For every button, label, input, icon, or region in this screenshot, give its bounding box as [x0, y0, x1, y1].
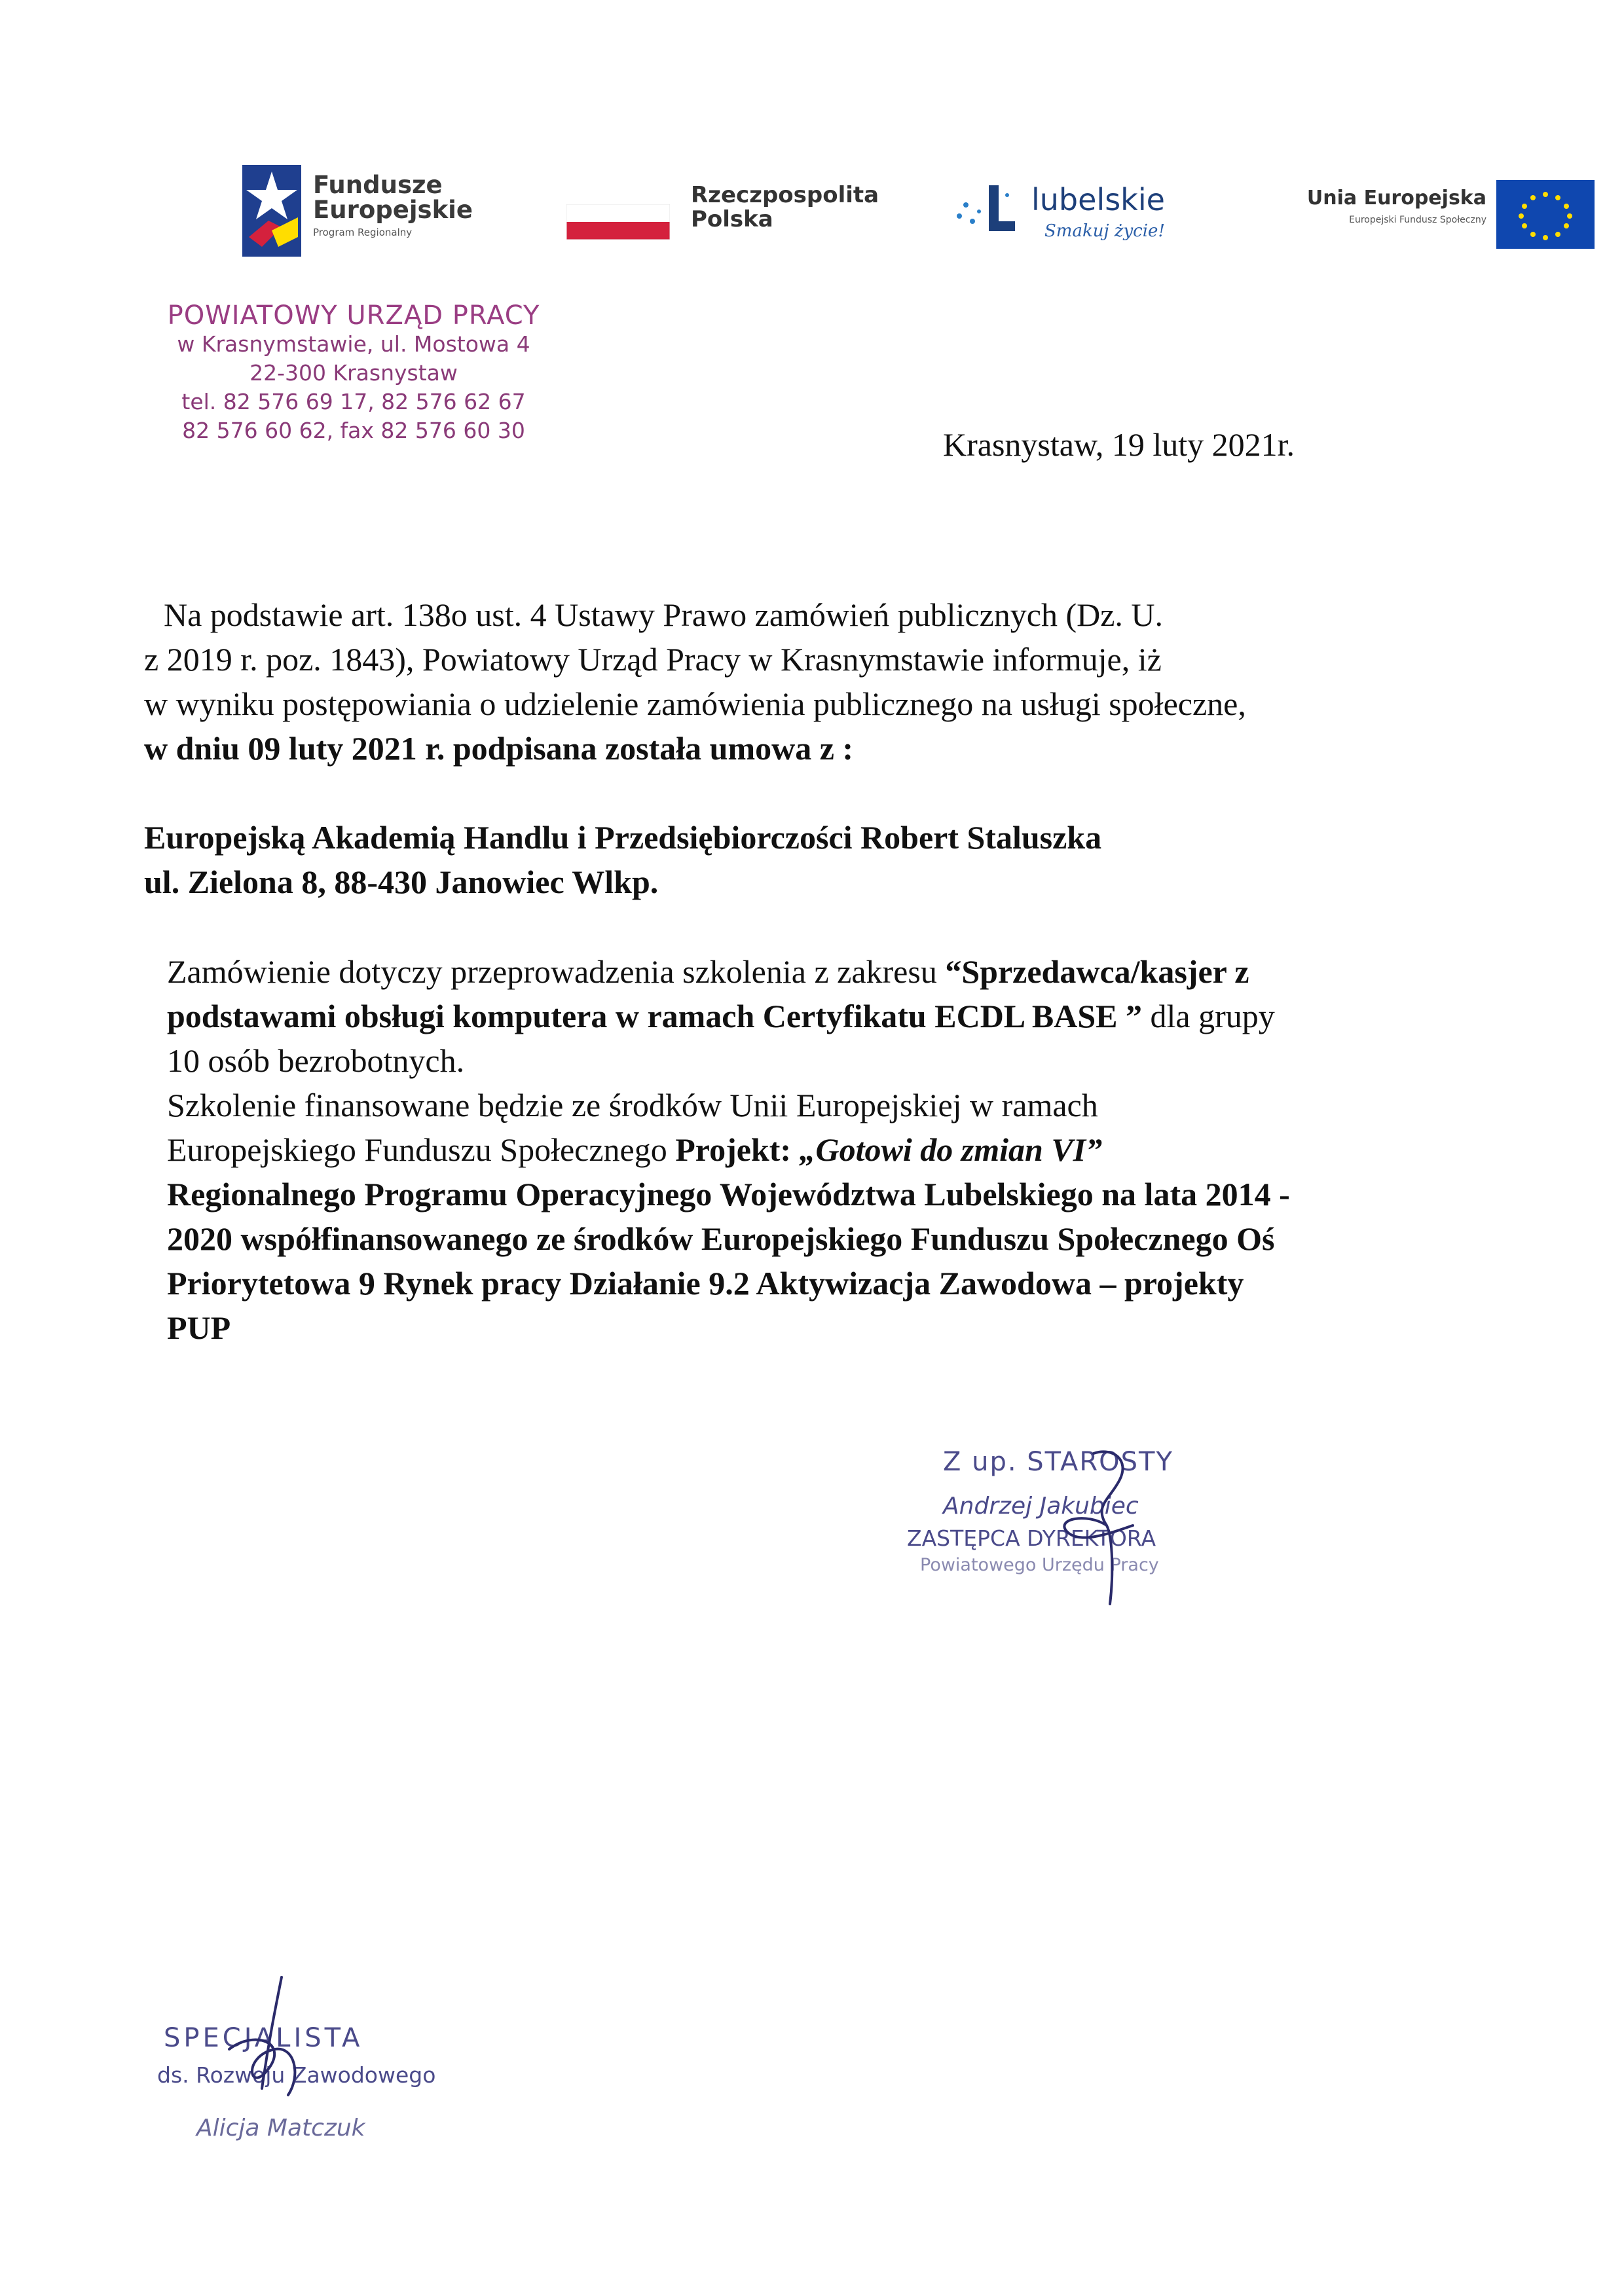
order-line-2-text: dla grupy — [1142, 998, 1275, 1034]
specialist-department: ds. Rozwoju Zawodowego — [157, 2062, 436, 2088]
contractor-name: Europejską Akademią Handlu i Przedsiębiorczości Robert Staluszka — [144, 819, 1102, 856]
star-logo-icon — [242, 165, 301, 257]
contractor-block — [144, 815, 1519, 904]
rp-logo-line2: Polska — [691, 206, 773, 232]
ue-logo-subtitle: Europejski Fundusz Społeczny — [1349, 215, 1486, 225]
fundusze-europejskie-logo — [242, 165, 504, 257]
rzeczpospolita-polska-logo — [566, 182, 879, 255]
order-line-3: 10 osób bezrobotnych. — [167, 1042, 465, 1079]
stamp-line-4: tel. 82 576 69 17, 82 576 62 67 — [181, 389, 526, 414]
fe-logo-line1: Fundusze — [313, 171, 443, 199]
lubelskie-slogan: Smakuj życie! — [1044, 221, 1165, 241]
specialist-handwritten-signature — [190, 1971, 334, 2141]
training-name-part-1: “Sprzedawca/kasjer z — [945, 953, 1249, 990]
project-label: Projekt: — [675, 1131, 800, 1168]
logo-bar — [0, 157, 1624, 275]
lubelskie-name: lubelskie — [1031, 182, 1165, 217]
director-stamp-line-1: Z up. STAROSTY — [943, 1447, 1173, 1477]
stamp-line-1: POWIATOWY URZĄD PRACY — [167, 301, 540, 331]
order-line-7: 2020 współfinansowanego ze środków Europejskiego Funduszu Społecznego Oś — [167, 1220, 1275, 1257]
lubelskie-logo — [950, 182, 1225, 254]
director-handwritten-signature — [1015, 1434, 1159, 1630]
intro-line-1: Na podstawie art. 138o ust. 4 Ustawy Prawo zamówień publicznych (Dz. U. — [164, 596, 1164, 633]
director-office: Powiatowego Urzędu Pracy — [920, 1555, 1159, 1575]
fe-logo-subtitle: Program Regionalny — [313, 227, 413, 238]
specialist-signature-stamp — [157, 1997, 485, 2193]
intro-line-3: w wyniku postępowiania o udzielenie zamówienia publicznego na usługi społeczne, — [144, 685, 1246, 722]
order-line-5 — [167, 1127, 1529, 1172]
training-name-part-2: podstawami obsługi komputera w ramach Certyfikatu ECDL BASE ” — [167, 998, 1143, 1034]
polish-flag-icon — [566, 204, 670, 240]
fe-logo-line2: Europejskie — [313, 196, 473, 224]
order-paragraph — [167, 949, 1529, 1350]
order-line-2 — [167, 994, 1529, 1038]
director-signature-stamp — [897, 1447, 1264, 1643]
contractor-address: ul. Zielona 8, 88-430 Janowiec Wlkp. — [144, 864, 659, 900]
eu-flag-icon — [1496, 180, 1595, 249]
project-name: „Gotowi do zmian VI” — [799, 1131, 1103, 1168]
director-title: ZASTĘPCA DYREKTORA — [907, 1525, 1156, 1551]
stamp-line-2: w Krasnymstawie, ul. Mostowa 4 — [177, 331, 530, 357]
office-stamp — [131, 301, 576, 445]
specialist-name: Alicja Matczuk — [196, 2115, 365, 2141]
order-line-5-text: Europejskiego Funduszu Społecznego — [167, 1131, 676, 1168]
stamp-line-3: 22-300 Krasnystaw — [249, 360, 458, 386]
order-line-8: Priorytetowa 9 Rynek pracy Działanie 9.2 Aktywizacja Zawodowa – projekty — [167, 1265, 1244, 1302]
stamp-line-5: 82 576 60 62, fax 82 576 60 30 — [182, 418, 525, 443]
order-line-6: Regionalnego Programu Operacyjnego Województwa Lubelskiego na lata 2014 - — [167, 1176, 1290, 1212]
intro-paragraph — [144, 592, 1519, 771]
director-name: Andrzej Jakubiec — [943, 1493, 1139, 1520]
lubelskie-emblem-icon — [950, 182, 1022, 241]
order-line-9: PUP — [167, 1309, 231, 1346]
rp-logo-line1: Rzeczpospolita — [691, 182, 879, 208]
order-line-4: Szkolenie finansowane będzie ze środków Unii Europejskiej w ramach — [167, 1087, 1098, 1123]
order-line-1-text: Zamówienie dotyczy przeprowadzenia szkolenia z zakresu — [167, 953, 946, 990]
intro-line-2: z 2019 r. poz. 1843), Powiatowy Urząd Pracy w Krasnymstawie informuje, iż — [144, 641, 1162, 678]
unia-europejska-logo — [1270, 180, 1598, 259]
intro-line-4: w dniu 09 luty 2021 r. podpisana została umowa z : — [144, 730, 854, 767]
ue-logo-title: Unia Europejska — [1306, 187, 1486, 210]
specialist-title: SPECJALISTA — [164, 2023, 363, 2053]
order-line-1 — [167, 949, 1529, 994]
document-date: Krasnystaw, 19 luty 2021r. — [943, 426, 1295, 463]
